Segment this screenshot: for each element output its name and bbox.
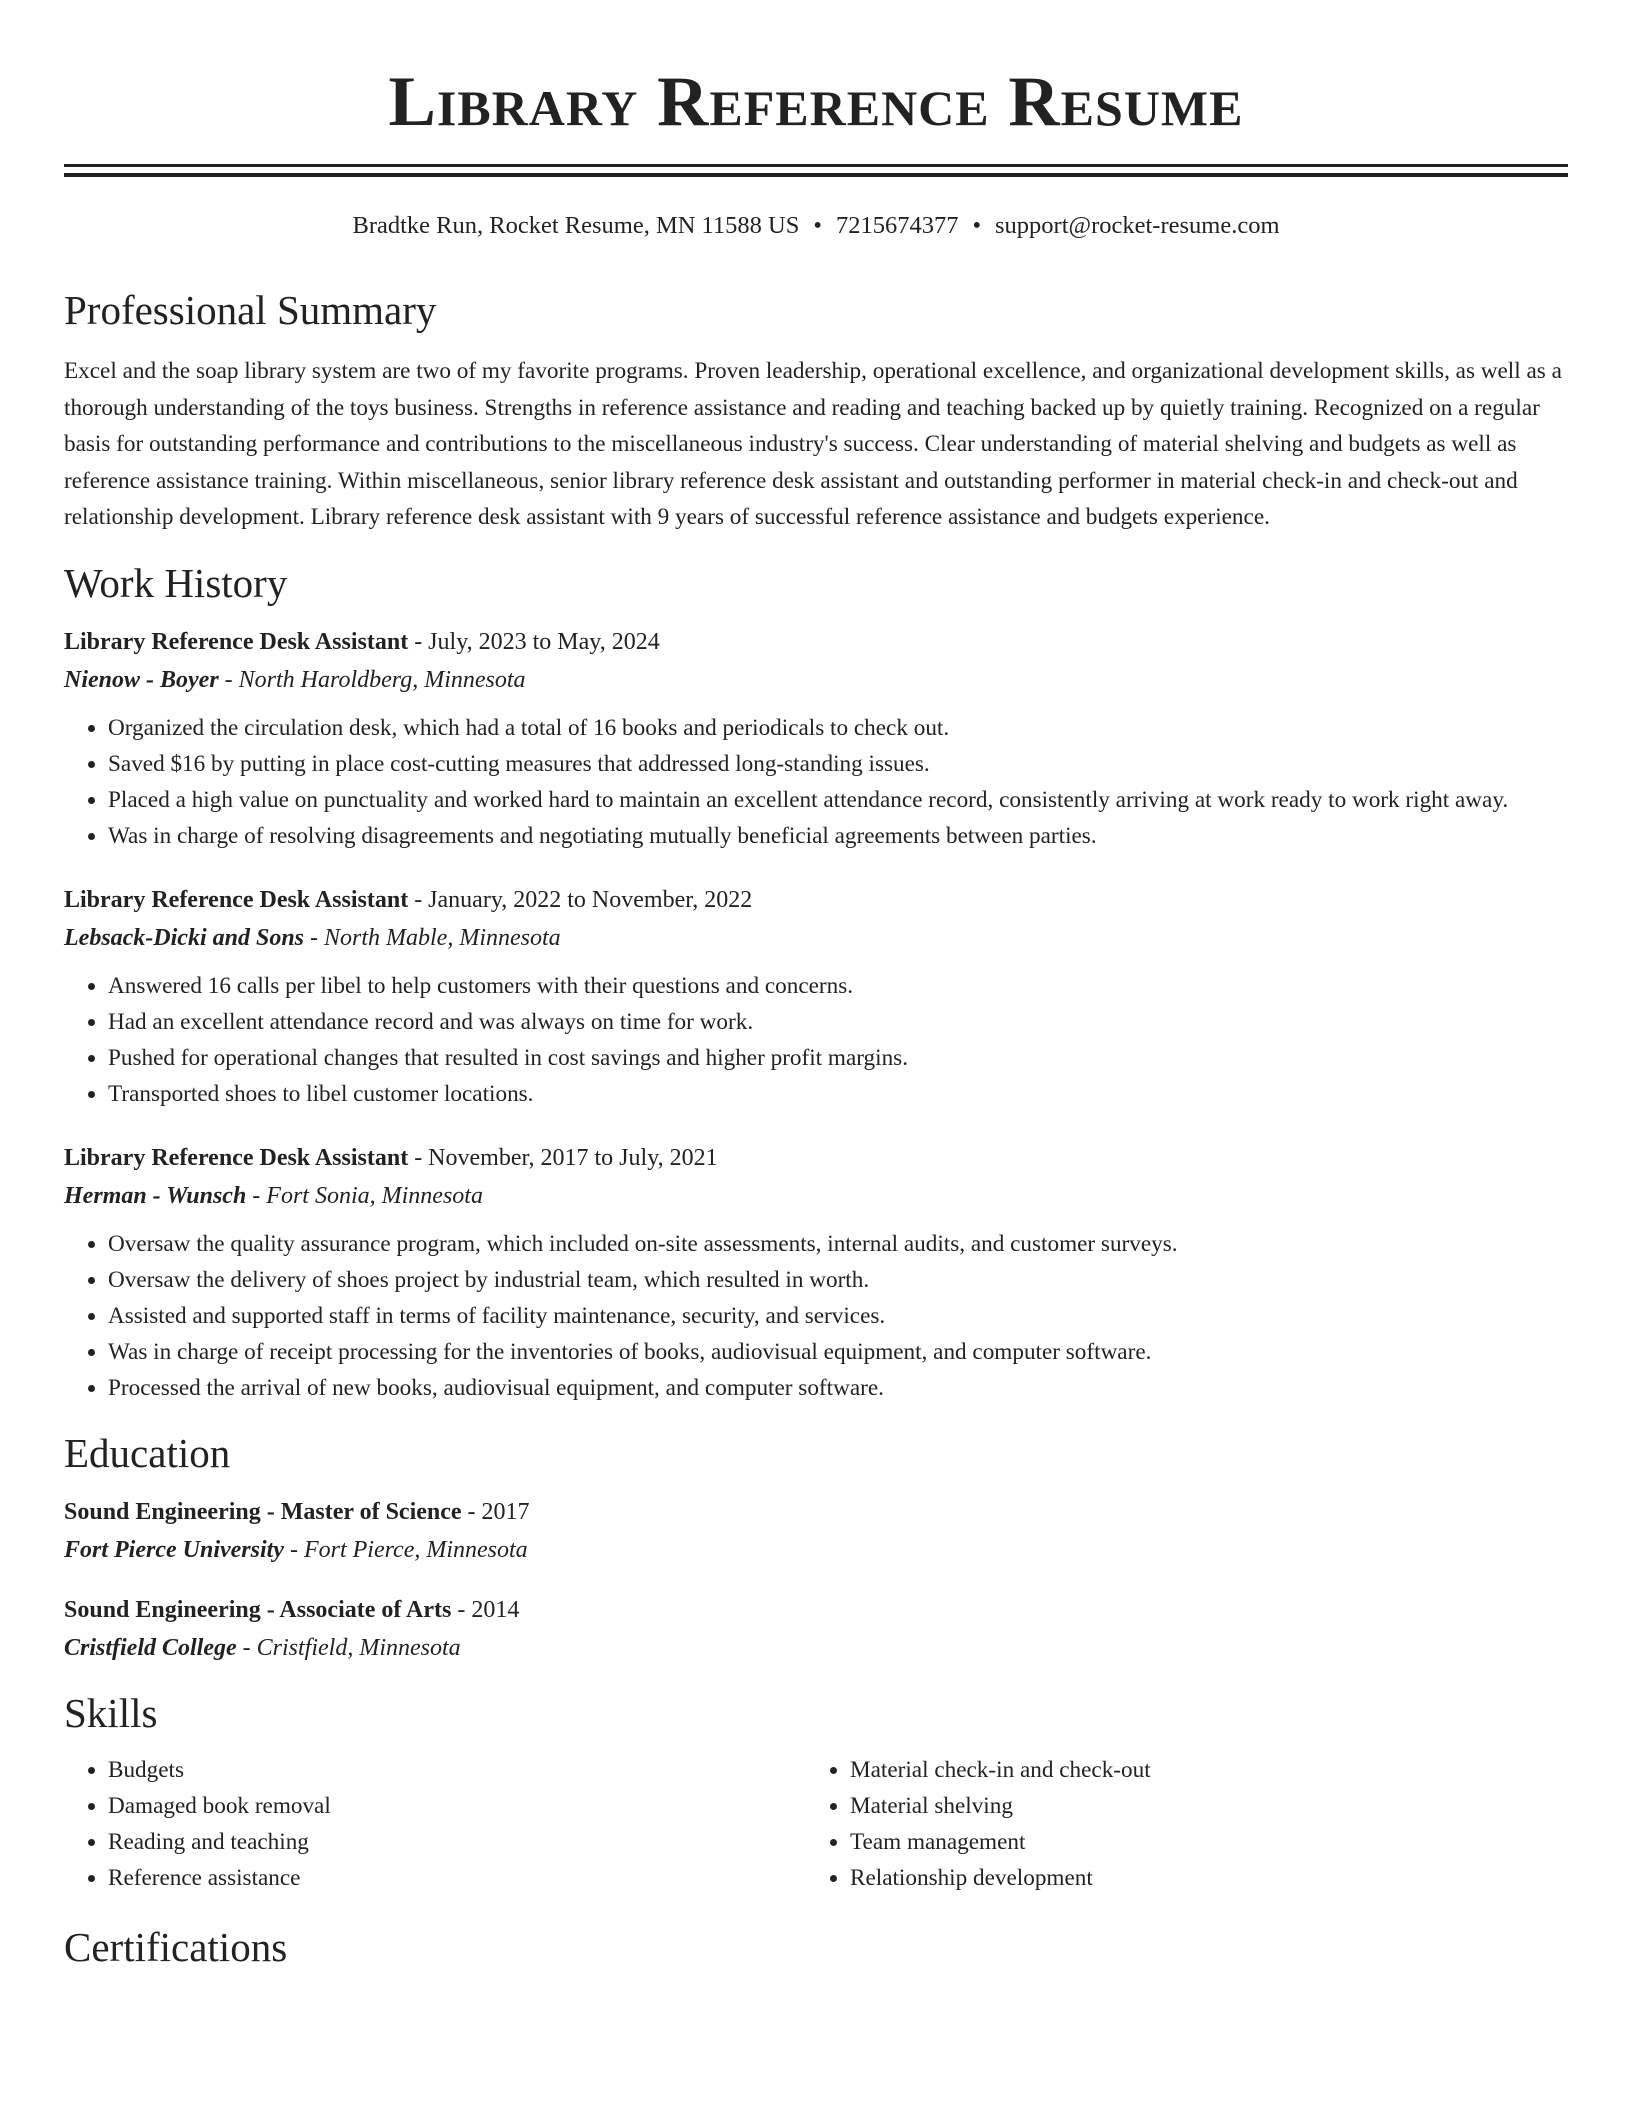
education-heading: Education	[64, 1429, 231, 1476]
job-company: Lebsack-Dicki and Sons	[64, 924, 304, 951]
job-role: Library Reference Desk Assistant	[64, 628, 409, 655]
job-bullet: • Organized the circulation desk, which had a total of 16 books and periodicals to check out.	[108, 710, 1568, 746]
skill-item: • Reading and teaching	[108, 1824, 806, 1860]
certifications-heading: Certifications	[64, 1923, 288, 1970]
job-bullet: • Was in charge of resolving disagreements and negotiating mutually beneficial agreements between parties.	[108, 818, 1568, 854]
skills-column-right	[806, 1752, 1520, 1896]
job-dates: - January, 2022 to November, 2022	[408, 886, 753, 913]
job-location: - North Haroldberg, Minnesota	[218, 666, 526, 693]
skill-item: • Material shelving	[850, 1788, 1520, 1824]
skill-item: • Budgets	[108, 1752, 806, 1788]
job-bullet: • Placed a high value on punctuality and worked hard to maintain an excellent attendance record, consistently arriving at work ready to work right away.	[108, 782, 1568, 818]
job-bullet: • Was in charge of receipt processing for the inventories of books, audiovisual equipment, and computer software.	[108, 1334, 1568, 1370]
contact-address: Bradtke Run, Rocket Resume, MN 11588 US	[352, 212, 800, 239]
job-company: Herman - Wunsch	[64, 1182, 247, 1209]
education-entry	[64, 1594, 1568, 1664]
skill-item: • Relationship development	[850, 1860, 1520, 1896]
education-degree-line	[64, 1496, 1568, 1528]
skill-item: • Damaged book removal	[108, 1788, 806, 1824]
contact-line	[64, 211, 1568, 241]
skills-list	[64, 1752, 1568, 1896]
education-school: Fort Pierce University	[64, 1536, 284, 1563]
job-bullet: • Oversaw the quality assurance program, which included on-site assessments, internal audits, and customer surveys.	[108, 1226, 1568, 1262]
job-company: Nienow - Boyer	[64, 666, 219, 693]
job-bullet: • Assisted and supported staff in terms of facility maintenance, security, and services.	[108, 1298, 1568, 1334]
contact-separator: •	[813, 212, 822, 239]
job-company-line	[64, 1180, 1568, 1212]
contact-separator: •	[972, 212, 982, 239]
job-location: - North Mable, Minnesota	[304, 924, 561, 951]
job-title-line	[64, 1142, 1568, 1174]
education-location: - Fort Pierce, Minnesota	[283, 1536, 528, 1563]
job-company-line	[64, 922, 1568, 954]
job-title-line	[64, 884, 1568, 916]
job-bullets	[64, 968, 1568, 1112]
job-bullet: • Pushed for operational changes that resulted in cost savings and higher profit margins.	[108, 1040, 1568, 1076]
job-entry	[64, 1142, 1568, 1406]
job-role: Library Reference Desk Assistant	[64, 886, 409, 913]
skills-column-left	[64, 1752, 806, 1896]
education-degree: Sound Engineering - Associate of Arts	[64, 1596, 452, 1623]
job-dates: - November, 2017 to July, 2021	[408, 1144, 718, 1171]
education-school: Cristfield College	[64, 1634, 237, 1661]
job-company-line	[64, 664, 1568, 696]
job-title-line	[64, 626, 1568, 658]
education-location: - Cristfield, Minnesota	[236, 1634, 461, 1661]
education-year: - 2014	[451, 1596, 520, 1623]
skill-item: • Reference assistance	[108, 1860, 806, 1896]
job-bullet: • Saved $16 by putting in place cost-cutting measures that addressed long-standing issues.	[108, 746, 1568, 782]
skill-item: • Team management	[850, 1824, 1520, 1860]
contact-email: support@rocket-resume.com	[995, 212, 1280, 239]
skills-heading: Skills	[64, 1689, 158, 1736]
summary-text: Excel and the soap library system are two of my favorite programs. Proven leadership, operational excellence, and organizational development skills, as well as a thorough understanding of the toys business. Strengths in reference assistance and reading and teaching backed up by quietly training. Recognized on a regular basis for outstanding performance and contributions to the miscellaneous industry's success. Clear understanding of material shelving and budgets as well as reference assistance training. Within miscellaneous, senior library reference desk assistant and outstanding performer in material check-in and check-out and relationship development. Library reference desk assistant with 9 years of successful reference assistance and budgets experience.	[64, 358, 1562, 530]
job-entry	[64, 884, 1568, 1112]
job-bullets	[64, 710, 1568, 854]
job-bullet: • Answered 16 calls per libel to help customers with their questions and concerns.	[108, 968, 1568, 1004]
job-bullet: • Transported shoes to libel customer locations.	[108, 1076, 1568, 1112]
education-degree-line	[64, 1594, 1568, 1626]
job-role: Library Reference Desk Assistant	[64, 1144, 409, 1171]
job-bullet: • Processed the arrival of new books, audiovisual equipment, and computer software.	[108, 1370, 1568, 1406]
title-divider-thick	[64, 173, 1568, 177]
summary-heading: Professional Summary	[64, 287, 437, 333]
resume-title: Library Reference Resume	[388, 63, 1244, 141]
education-school-line	[64, 1632, 1568, 1664]
job-location: - Fort Sonia, Minnesota	[246, 1182, 483, 1209]
job-dates: - July, 2023 to May, 2024	[408, 628, 660, 655]
resume-page	[64, 0, 1568, 1972]
job-bullets	[64, 1226, 1568, 1406]
education-school-line	[64, 1534, 1568, 1566]
education-degree: Sound Engineering - Master of Science	[64, 1498, 462, 1525]
work-history-heading: Work History	[64, 559, 288, 606]
job-entry	[64, 626, 1568, 854]
education-entry	[64, 1496, 1568, 1566]
job-bullet: • Had an excellent attendance record and was always on time for work.	[108, 1004, 1568, 1040]
contact-phone: 7215674377	[835, 212, 959, 239]
skill-item: • Material check-in and check-out	[850, 1752, 1520, 1788]
title-divider-thin	[64, 164, 1568, 167]
job-bullet: • Oversaw the delivery of shoes project by industrial team, which resulted in worth.	[108, 1262, 1568, 1298]
education-year: - 2017	[461, 1498, 530, 1525]
